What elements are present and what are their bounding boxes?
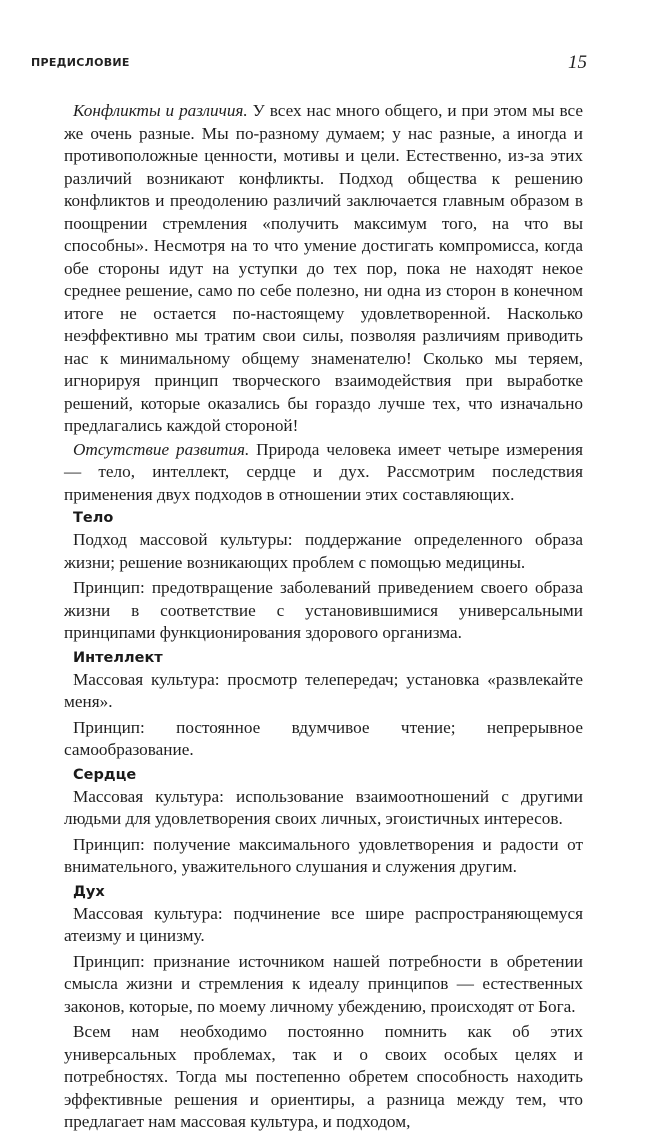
section-heading-heart: Сердце <box>73 766 137 783</box>
paragraph-no-development <box>64 439 583 507</box>
paragraph-intellect-principle: Принцип: постоянное вдумчивое чтение; непрерывное самообразование. <box>64 717 583 759</box>
paragraph-lead: Конфликты и различия. <box>73 101 248 120</box>
paragraph-conflicts <box>64 100 583 438</box>
section-heading-spirit: Дух <box>73 883 105 900</box>
paragraph-text: Природа человека имеет четыре измерения — тело, интеллект, сердце и дух. Рассмотрим последствия применения двух подходов в отношении этих составляющих. <box>64 439 583 504</box>
paragraph-heart-principle: Принцип: получение максимального удовлетворения и радости от внимательного, уважительного слушания и служения другим. <box>64 834 583 876</box>
paragraph-body-principle: Принцип: предотвращение заболеваний приведением своего образа жизни в соответствие с установившимися универсальными принципами функционирования здорового организма. <box>64 578 583 642</box>
paragraph-lead: Отсутствие развития. <box>73 439 250 459</box>
paragraph-body-culture: Подход массовой культуры: поддержание определенного образа жизни; решение возникающих проблем с помощью медицины. <box>64 530 583 572</box>
paragraph-intellect-culture: Массовая культура: просмотр телепередач; установка «развлекайте меня». <box>64 669 583 711</box>
body-text <box>64 100 583 1135</box>
paragraph-text: У всех нас много общего, и при этом мы все же очень разные. Мы по-разному думаем; у нас разные, а иногда и противоположные ценности, мотивы и цели. Естественно, из-за этих различий возникают конфликты. Подход общества к решению конфликтов и преодолению различий заключается главным образом в поощрении стремления «получить максимум того, на что вы способны». Несмотря на то что умение достигать компромисса, когда обе стороны идут на уступки до тех пор, пока не находят некое среднее решение, само по себе полезно, ни одна из сторон в конечном итоге не остается по-настоящему удовлетворенной. Насколько неэффективно мы тратим свои силы, позволяя различиям приводить нас к минимальному общему знаменателю! Сколько мы теряем, игнорируя принцип творческого взаимодействия при выработке решений, которые оказались бы гораздо лучше тех, что изначально предлагались каждой стороной! <box>64 101 583 435</box>
page-number: 15 <box>568 52 587 73</box>
running-header: ПРЕДИСЛОВИЕ <box>31 56 130 69</box>
section-heading-intellect: Интеллект <box>73 649 163 666</box>
paragraph-spirit-principle: Принцип: признание источником нашей потребности в обретении смысла жизни и стремления к идеалу принципов — естественных законов, которые, по моему личному убеждению, происходят от Бога. <box>64 951 583 1016</box>
paragraph-spirit-culture: Массовая культура: подчинение все шире распространяющемуся атеизму и цинизму. <box>64 903 583 945</box>
paragraph-heart-culture: Массовая культура: использование взаимоотношений с другими людьми для удовлетворения своих личных, эгоистичных интересов. <box>64 786 583 828</box>
paragraph-closing: Всем нам необходимо постоянно помнить как об этих универсальных проблемах, так и о своих особых целях и потребностях. Тогда мы постепенно обретем способность находить эффективные решения и ориентиры, а разница между тем, что предлагает нам массовая культура, и подходом, <box>64 1022 583 1131</box>
section-heading-body: Тело <box>73 510 114 526</box>
